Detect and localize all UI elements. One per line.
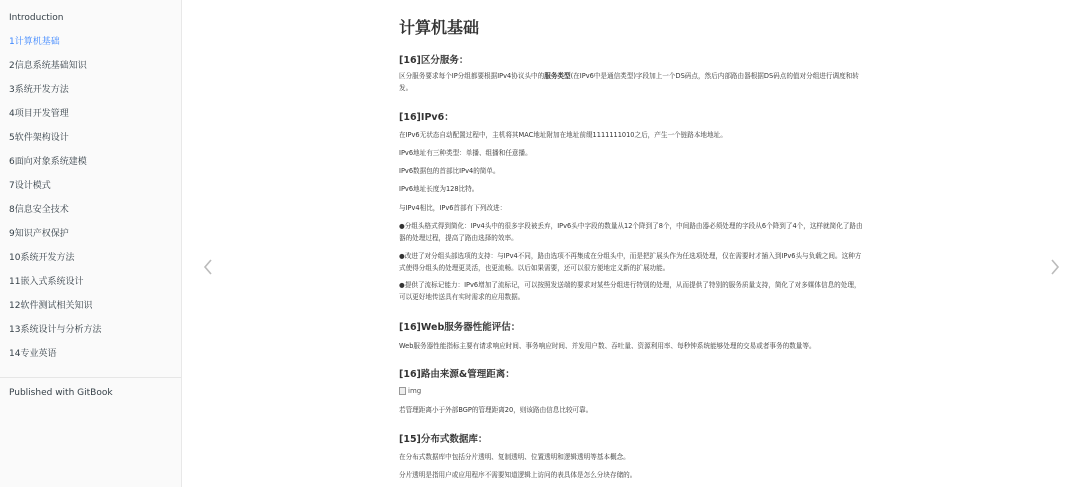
bullet-item: ●分组头格式得到简化：IPv4头中的很多字段被丢弃，IPv6头中字段的数量从12个降到了8个，中间路由器必须处理的字段从6个降到了4个，这样就简化了路由器的处理过程，提高了路由选择的效率。 bbox=[399, 222, 863, 242]
paragraph: IPv6数据包的首部比IPv4的简单。 bbox=[399, 167, 500, 175]
sidebar-item-computer-basics[interactable]: 1计算机基础 bbox=[9, 37, 60, 47]
text-run: (在IPv6中是通信类型)字段加上一个DS码点，然后内部路由器根据DS码点的值对分组进行调度和转发。 bbox=[399, 72, 859, 92]
sidebar-item-design-patterns[interactable]: 7设计模式 bbox=[9, 181, 51, 191]
paragraph: IPv6地址有三种类型：单播、组播和任意播。 bbox=[399, 149, 532, 157]
sidebar-item-system-dev-methods[interactable]: 3系统开发方法 bbox=[9, 85, 69, 95]
bullet-item: ●提供了流标记能力：IPv6增加了流标记，可以按照发送端的要求对某些分组进行特别的处理，从而提供了特别的服务质量支持，简化了对多媒体信息的处理，可以更好地传送具有实时需求的应用数据。 bbox=[399, 281, 861, 301]
paragraph: 在分布式数据库中包括分片透明、复制透明、位置透明和逻辑透明等基本概念。 bbox=[399, 453, 630, 461]
paragraph: 分片透明是指用户或应用程序不需要知道逻辑上访问的表具体是怎么分块存储的。 bbox=[399, 471, 637, 479]
sidebar-item-info-system-basics[interactable]: 2信息系统基础知识 bbox=[9, 61, 87, 71]
paragraph: Web服务器性能指标主要有请求响应时间、事务响应时间、并发用户数、吞吐量、资源利用率、每秒钟系统能够处理的交易或者事务的数量等。 bbox=[399, 342, 816, 350]
paragraph: IPv6地址长度为128比特。 bbox=[399, 185, 479, 193]
paragraph: 若管理距离小于外部BGP的管理距离20，则该路由信息比较可靠。 bbox=[399, 406, 593, 414]
sidebar-item-software-architecture[interactable]: 5软件架构设计 bbox=[9, 133, 69, 143]
gitbook-link[interactable]: Published with GitBook bbox=[9, 388, 113, 398]
section-heading-diffserv: [16]区分服务： bbox=[399, 55, 469, 66]
sidebar-divider bbox=[0, 377, 181, 378]
bullet-item: ●改进了对分组头部选项的支持：与IPv4不同，路由选项不再集成在分组头中，而是把扩展头作为任选项处理，仅在需要时才插入到IPv6头与负载之间。这种方式使得分组头的处理更灵活，也更流畅。以后如果需要，还可以很方便地定义新的扩展功能。 bbox=[399, 252, 862, 272]
paragraph: 在IPv6无状态自动配置过程中，主机将其MAC地址附加在地址前缀1111111010之后，产生一个链路本地地址。 bbox=[399, 131, 727, 139]
image-alt-text: img bbox=[408, 387, 422, 395]
sidebar-item-ip-protection[interactable]: 9知识产权保护 bbox=[9, 229, 69, 239]
sidebar bbox=[0, 0, 182, 487]
section-heading-ipv6: [16]IPv6： bbox=[399, 112, 454, 123]
text-run: 区分服务要求每个IP分组都要根据IPv4协议头中的 bbox=[399, 72, 545, 80]
bold-text: 服务类型 bbox=[544, 72, 571, 80]
page-title: 计算机基础 bbox=[399, 18, 480, 37]
sidebar-item-info-security[interactable]: 8信息安全技术 bbox=[9, 205, 69, 215]
sidebar-item-introduction[interactable]: Introduction bbox=[9, 13, 64, 23]
broken-image-icon bbox=[399, 387, 406, 395]
sidebar-item-oo-modeling[interactable]: 6面向对象系统建模 bbox=[9, 157, 87, 167]
paragraph bbox=[399, 71, 867, 94]
section-heading-routing: [16]路由来源&管理距离： bbox=[399, 369, 515, 380]
sidebar-item-embedded-design[interactable]: 11嵌入式系统设计 bbox=[9, 277, 84, 287]
chevron-left-icon bbox=[203, 259, 213, 275]
section-heading-distributed-db: [15]分布式数据库： bbox=[399, 434, 488, 445]
sidebar-item-english[interactable]: 14专业英语 bbox=[9, 349, 57, 359]
sidebar-item-project-management[interactable]: 4项目开发管理 bbox=[9, 109, 69, 119]
sidebar-item-software-testing[interactable]: 12软件测试相关知识 bbox=[9, 301, 93, 311]
prev-page-button[interactable] bbox=[201, 256, 215, 278]
paragraph: 与IPv4相比，IPv6首部有下列改进： bbox=[399, 204, 507, 212]
broken-image bbox=[399, 387, 421, 395]
sidebar-item-design-analysis[interactable]: 13系统设计与分析方法 bbox=[9, 325, 102, 335]
sidebar-item-system-dev-methods-2[interactable]: 10系统开发方法 bbox=[9, 253, 75, 263]
chevron-right-icon bbox=[1050, 259, 1060, 275]
next-page-button[interactable] bbox=[1048, 256, 1062, 278]
section-heading-web-perf: [16]Web服务器性能评估： bbox=[399, 322, 521, 333]
sidebar-list bbox=[0, 0, 181, 371]
